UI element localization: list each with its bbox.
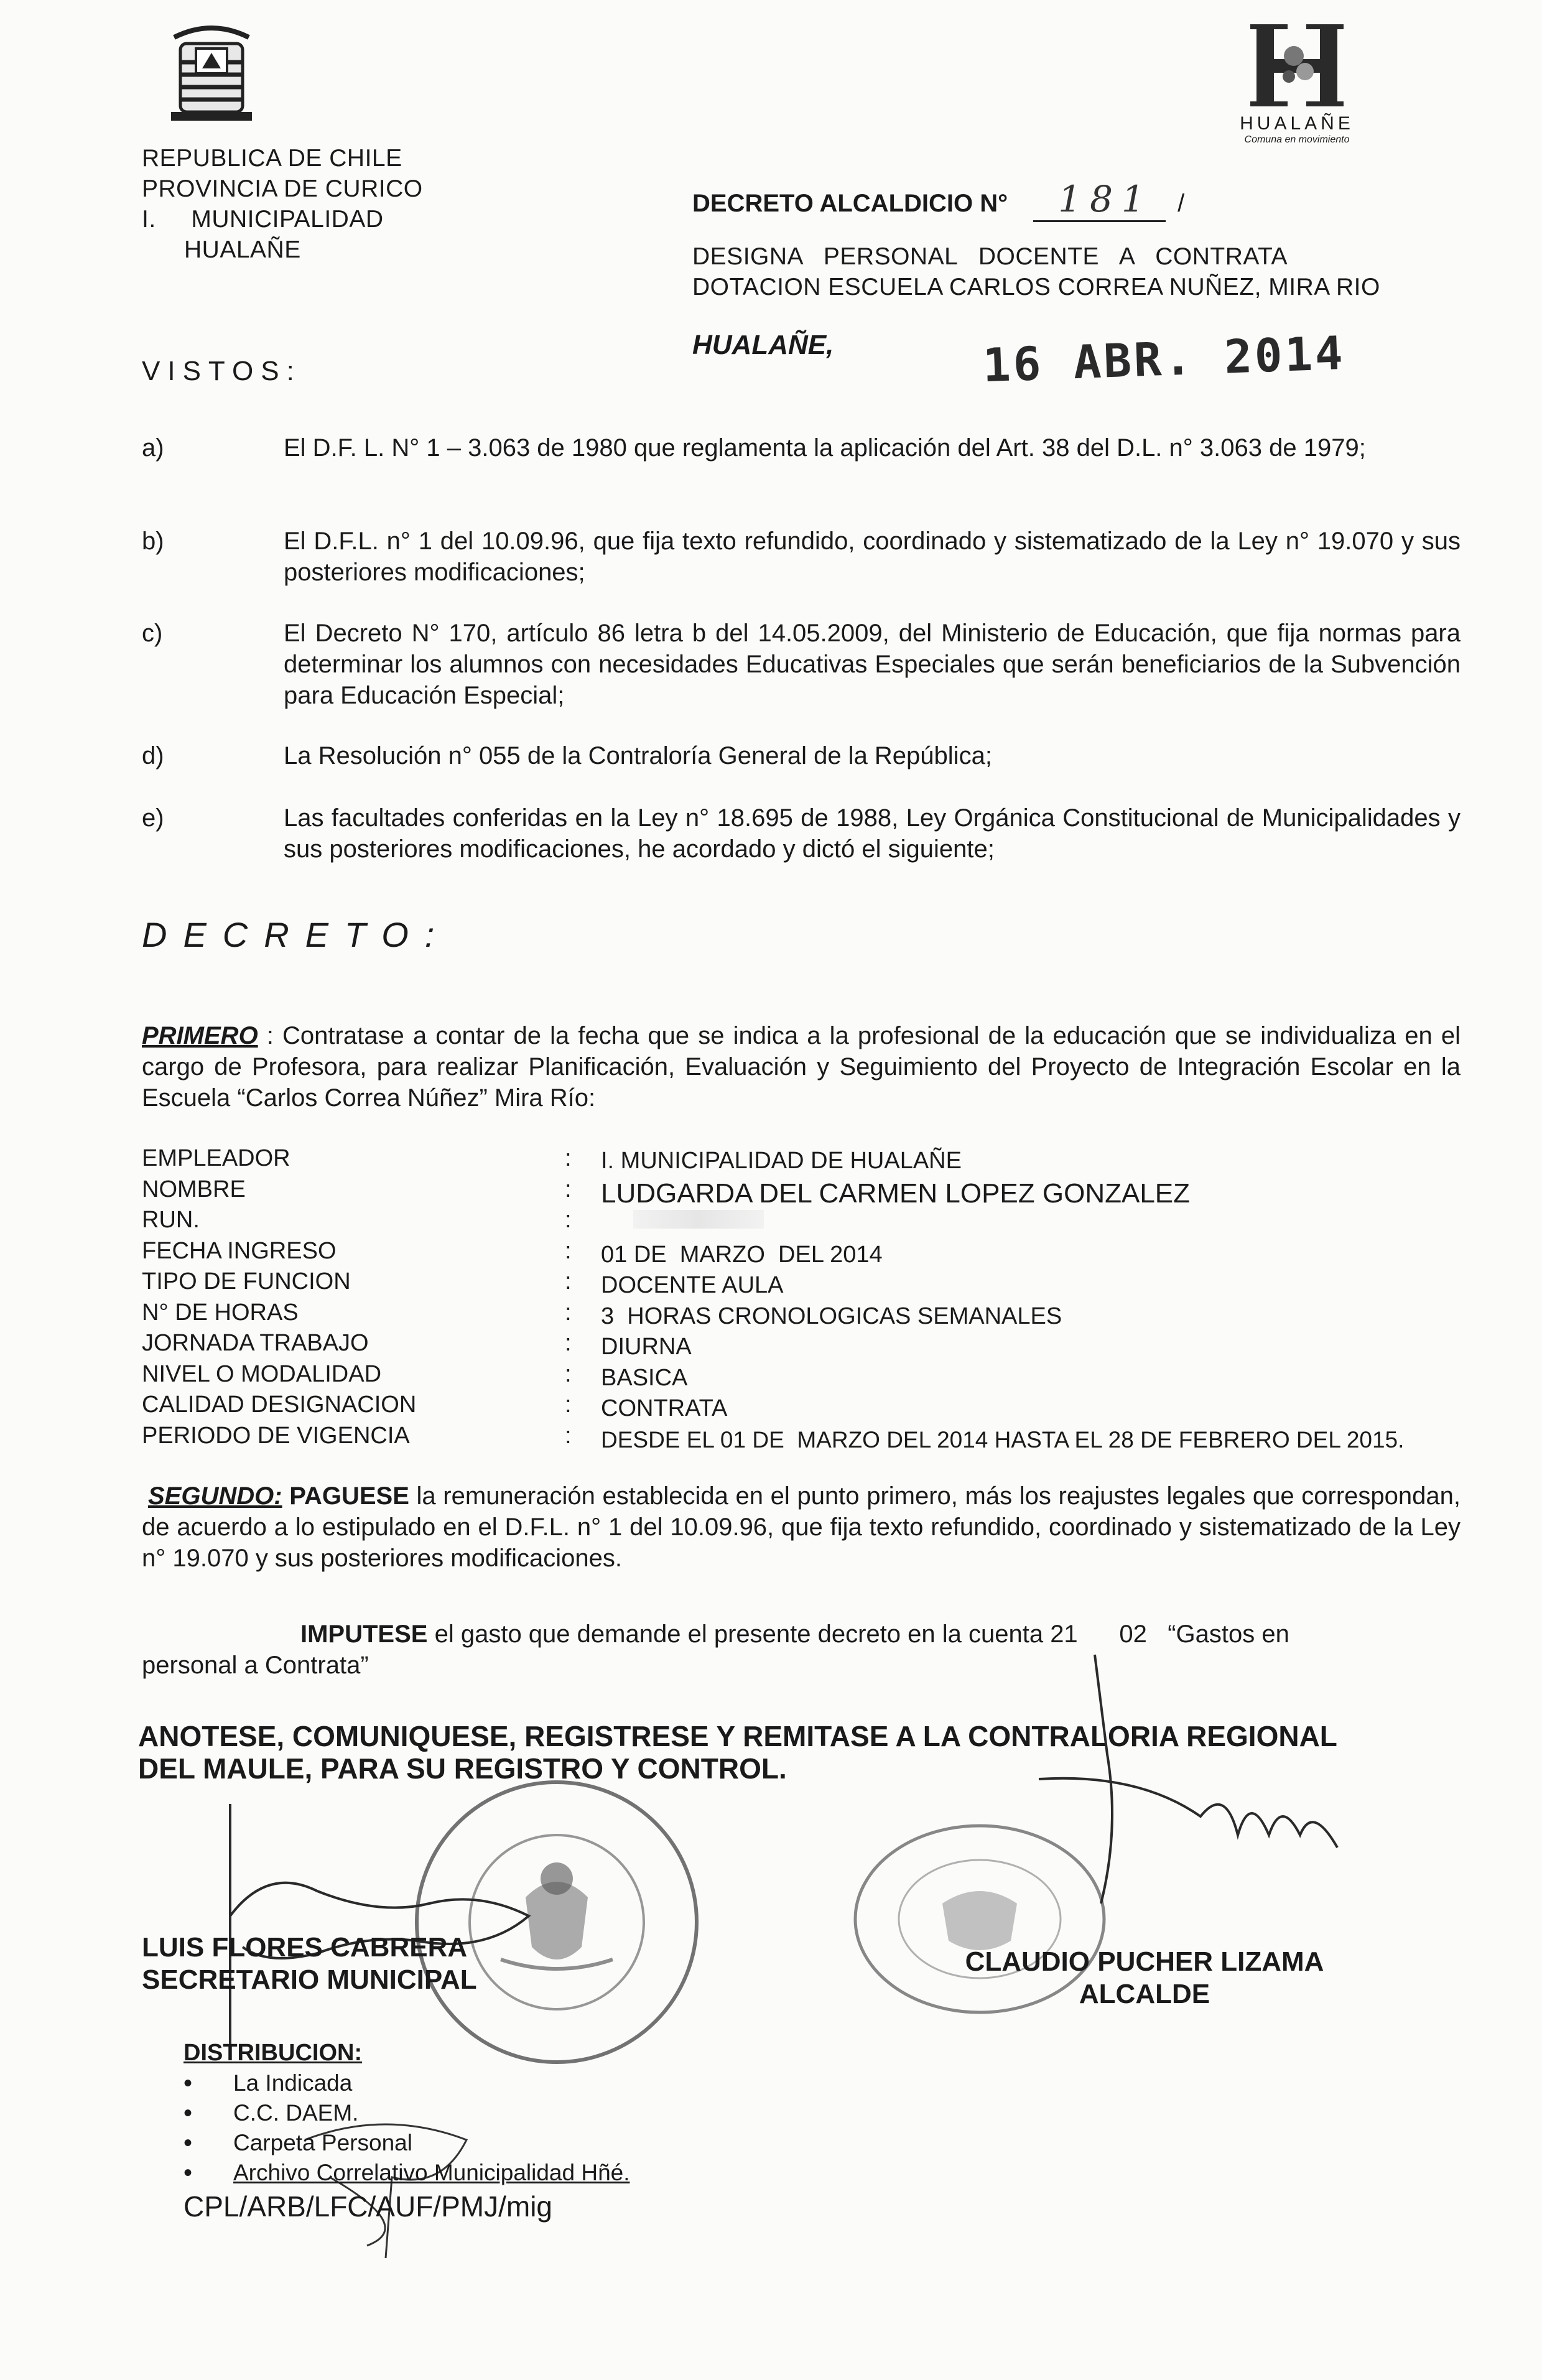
field-row [142, 1421, 1510, 1452]
field-label: FECHA INGRESO [142, 1237, 337, 1264]
field-colon: : [565, 1330, 572, 1356]
primero-paragraph [142, 1020, 1461, 1113]
segundo-paragraph [142, 1481, 1461, 1574]
mayor-name: CLAUDIO PUCHER LIZAMA [965, 1946, 1324, 1977]
field-value: CONTRATA [601, 1395, 728, 1421]
vistos-item-d [142, 740, 1461, 771]
field-value: DIURNA [601, 1334, 692, 1360]
date-stamp: 16 ABR. 2014 [982, 326, 1346, 393]
secretary-name: LUIS FLORES CABRERA [142, 1932, 468, 1963]
distribution-heading: DISTRIBUCION: [183, 2040, 363, 2066]
logo-tagline: Comuna en movimiento [1244, 134, 1350, 145]
field-colon: : [565, 1360, 572, 1387]
vistos-item-b [142, 526, 1461, 588]
secretary-title: SECRETARIO MUNICIPAL [142, 1964, 477, 1995]
field-row [142, 1298, 1510, 1329]
institution-header [142, 143, 478, 265]
distribution-block [183, 2037, 806, 2224]
field-label: PERIODO DE VIGENCIA [142, 1422, 410, 1449]
field-value: DOCENTE AULA [601, 1272, 784, 1298]
mayor-signature [1014, 1630, 1362, 1953]
field-row [142, 1390, 1510, 1421]
field-value: 3 HORAS CRONOLOGICAS SEMANALES [601, 1303, 1062, 1329]
header-line-municipality: I. MUNICIPALIDAD [142, 206, 384, 233]
field-row [142, 1205, 1510, 1236]
field-label: NOMBRE [142, 1176, 246, 1202]
distribution-item: • Archivo Correlativo Municipalidad Hñé. [183, 2158, 806, 2188]
field-label: RUN. [142, 1207, 200, 1233]
hualane-logo [1238, 22, 1356, 145]
field-label: N° DE HORAS [142, 1299, 299, 1326]
distribution-item: • Carpeta Personal [183, 2128, 806, 2158]
field-label: EMPLEADOR [142, 1145, 290, 1171]
employee-fields [142, 1143, 1510, 1451]
secretary-block [142, 1931, 477, 1996]
subject-line-2: DOTACION ESCUELA CARLOS CORREA NUÑEZ, MIRA RIO [692, 274, 1380, 300]
vistos-letter: c) [142, 620, 163, 647]
field-value: LUDGARDA DEL CARMEN LOPEZ GONZALEZ [601, 1178, 1191, 1209]
vistos-letter: e) [142, 804, 164, 832]
imputese-text-1: el gasto que demande el presente decreto en la cuenta 21 02 “Gastos en [427, 1620, 1289, 1648]
field-row [142, 1267, 1510, 1298]
vistos-letter: a) [142, 434, 164, 462]
field-colon: : [565, 1392, 572, 1418]
segundo-label: SEGUNDO: [148, 1482, 282, 1510]
vistos-heading: VISTOS: [142, 356, 302, 386]
field-value: BASICA [601, 1364, 688, 1391]
closing-line-2: DEL MAULE, PARA SU REGISTRO Y CONTROL. [138, 1752, 787, 1785]
decree-number: 181 [1033, 178, 1166, 222]
distribution-item: • C.C. DAEM. [183, 2098, 806, 2128]
logo-name: HUALAÑE [1240, 113, 1354, 134]
vistos-text: El Decreto N° 170, artículo 86 letra b del 14.05.2009, del Ministerio de Educación, que fija normas para determinar los alumnos con necesidades Educativas Especiales que serán beneficiarios de la Subvención para Educación Especial; [284, 620, 1461, 709]
coat-of-arms-emblem [168, 25, 255, 124]
redacted-run-value [633, 1210, 764, 1229]
decree-title: DECRETO ALCALDICIO N° 181 / [692, 178, 1184, 220]
field-colon: : [565, 1207, 572, 1233]
header-line-province: PROVINCIA DE CURICO [142, 175, 423, 202]
vistos-item-c [142, 618, 1461, 711]
hualane-h-logo-icon [1250, 22, 1344, 109]
distribution-initials: CPL/ARB/LFC/AUF/PMJ/mig [183, 2190, 552, 2223]
header-line-commune: HUALAÑE [184, 236, 301, 263]
closing-line-1: ANOTESE, COMUNIQUESE, REGISTRESE Y REMITASE A LA CONTRALORIA REGIONAL [138, 1720, 1337, 1752]
header-line-republic: REPUBLICA DE CHILE [142, 145, 402, 172]
vistos-text: Las facultades conferidas en la Ley n° 18.695 de 1988, Ley Orgánica Constitucional de Municipalidades y sus posteriores modificaciones, he acordado y dictó el siguiente; [284, 804, 1461, 863]
field-colon: : [565, 1299, 572, 1326]
place-label: HUALAÑE, [692, 330, 834, 360]
vistos-letter: d) [142, 742, 164, 769]
decreto-heading: DECRETO: [142, 915, 451, 954]
field-row [142, 1328, 1510, 1359]
decree-subject [692, 241, 1426, 302]
field-colon: : [565, 1237, 572, 1264]
field-value: 01 DE MARZO DEL 2014 [601, 1241, 883, 1268]
field-label: TIPO DE FUNCION [142, 1268, 351, 1295]
distribution-list [183, 2068, 806, 2188]
vistos-letter: b) [142, 528, 164, 555]
vistos-text: El D.F. L. N° 1 – 3.063 de 1980 que reglamenta la aplicación del Art. 38 del D.L. n° 3.063 de 1979; [284, 434, 1366, 462]
primero-text: : Contratase a contar de la fecha que se indica a la profesional de la educación que se individualiza en el cargo de Profesora, para realizar Planificación, Evaluación y Seguimiento del Proyecto de Integración Escolar en la Escuela “Carlos Correa Núñez” Mira Río: [142, 1022, 1461, 1112]
field-value: I. MUNICIPALIDAD DE HUALAÑE [601, 1148, 962, 1174]
vistos-text: La Resolución n° 055 de la Contraloría General de la República; [284, 742, 992, 769]
field-row [142, 1359, 1510, 1390]
primero-label: PRIMERO [142, 1022, 258, 1049]
vistos-item-a [142, 432, 1461, 463]
field-label: CALIDAD DESIGNACION [142, 1392, 417, 1418]
field-label: NIVEL O MODALIDAD [142, 1360, 382, 1387]
field-row [142, 1236, 1510, 1267]
decree-title-label: DECRETO ALCALDICIO N° [692, 190, 1008, 217]
distribution-item: • La Indicada [183, 2068, 806, 2098]
mayor-title: ALCALDE [1079, 1979, 1210, 2009]
segundo-bold-word: PAGUESE [289, 1482, 409, 1510]
subject-line-1: DESIGNA PERSONAL DOCENTE A CONTRATA [692, 243, 1288, 270]
field-colon: : [565, 1422, 572, 1449]
field-value: DESDE EL 01 DE MARZO DEL 2014 HASTA EL 28 DE FEBRERO DEL 2015. [601, 1426, 1405, 1453]
field-row [142, 1174, 1510, 1209]
imputese-text-2: personal a Contrata” [142, 1652, 369, 1679]
field-label: JORNADA TRABAJO [142, 1330, 369, 1356]
vistos-item-e [142, 802, 1461, 865]
imputese-bold-word: IMPUTESE [300, 1620, 428, 1648]
field-colon: : [565, 1145, 572, 1171]
vistos-text: El D.F.L. n° 1 del 10.09.96, que fija texto refundido, coordinado y sistematizado de la Ley n° 19.070 y sus posteriores modificaciones; [284, 528, 1461, 586]
segundo-text: la remuneración establecida en el punto primero, más los reajustes legales que correspondan, de acuerdo a lo estipulado en el D.F.L. n° 1 del 10.09.96, que fija texto refundido, coordinado y sistematizado de la Ley n° 19.070 y sus posteriores modificaciones. [142, 1482, 1461, 1572]
field-row [142, 1143, 1510, 1174]
mayor-block [939, 1946, 1350, 2010]
field-colon: : [565, 1176, 572, 1202]
field-colon: : [565, 1268, 572, 1295]
